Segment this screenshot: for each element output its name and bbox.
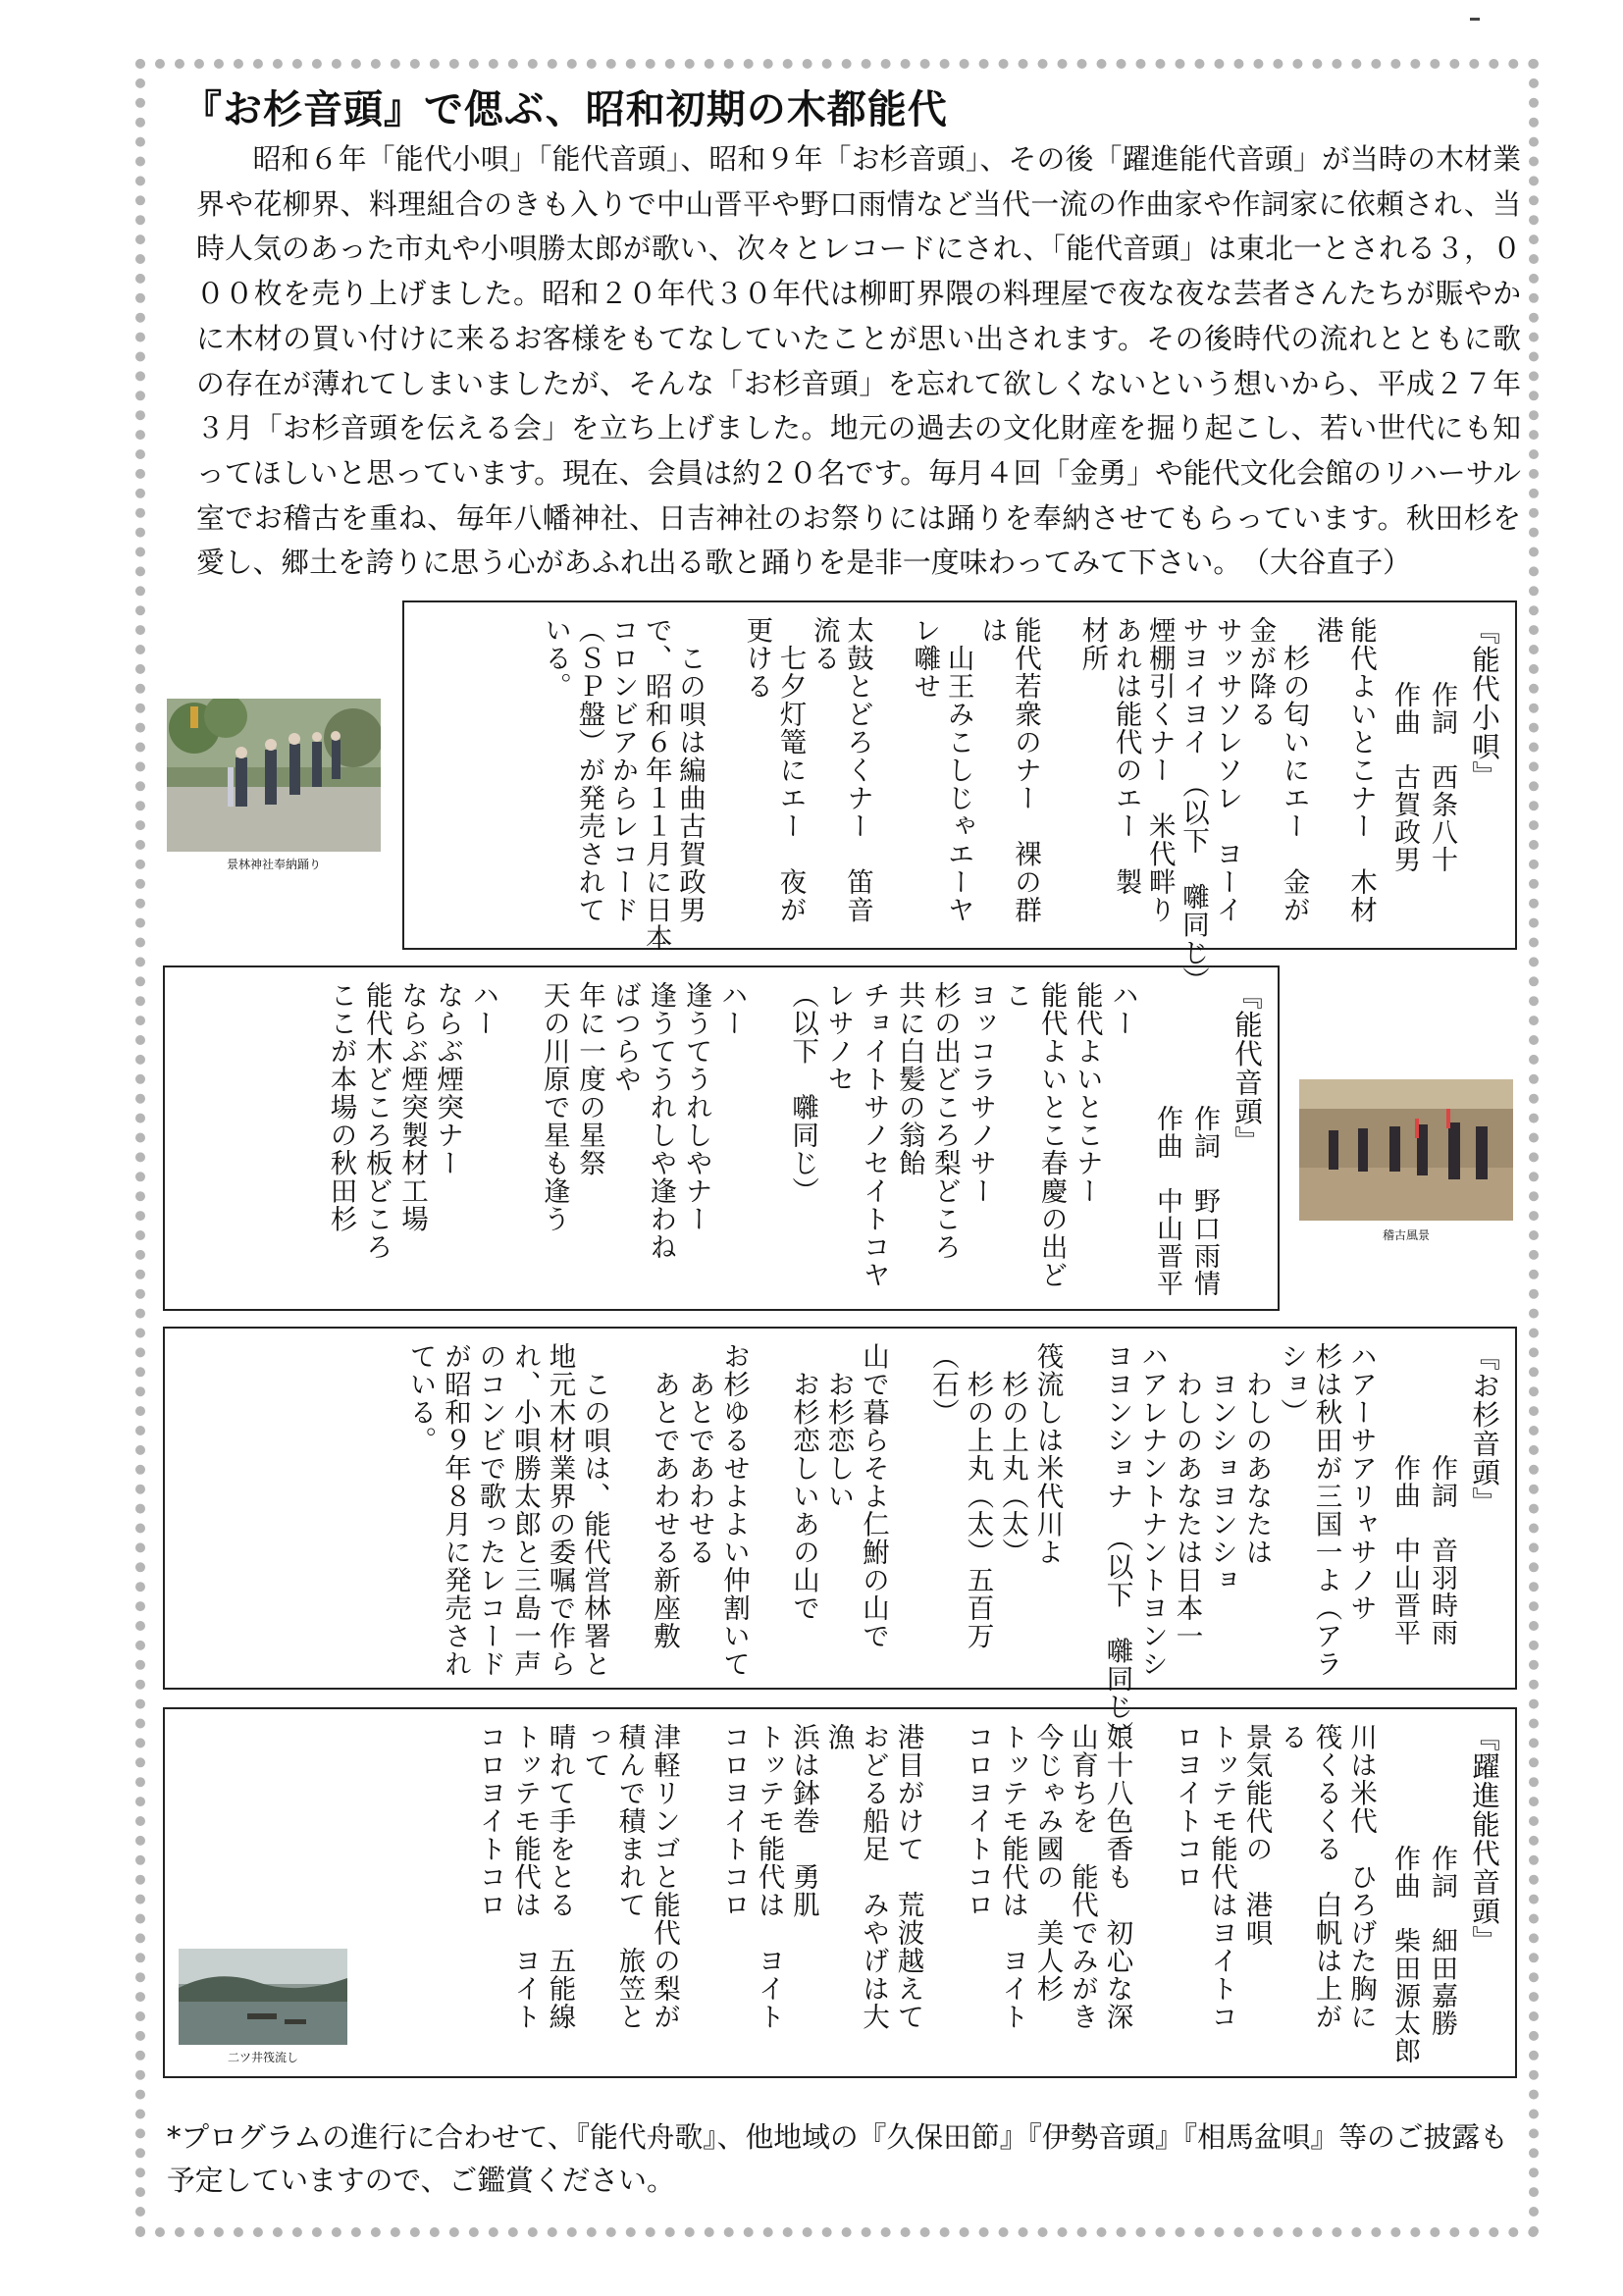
photo-shrine-dance xyxy=(167,699,381,852)
photo-caption: 二ツ井筏流し xyxy=(227,2051,298,2064)
song-lyrics: 川は米代 ひろげた胸に 筏くるくる 白帆は上が る 景気能代の 港唄 トッテモ能代はヨイトコ ロヨイトコロ 娘十八色香も 初心な深 山育ちを 能代でみがき 今じゃみ國の 美人杉 トッテモ能代は ヨイト コロヨイトコロ 港目がけて 荒波越えて おどる船足 みやげは大 漁 浜は鉢巻 勇肌 トッテモ能代は ヨイト コロヨイトコロ 津軽リンゴと能代の梨が 積んで積まれて 旅笠と って 晴れて手をとる 五能線 トッテモ能代は ヨイト コロヨイトコロ xyxy=(474,1723,1377,2031)
song-title: 『お杉音頭』 xyxy=(1468,1342,1500,1516)
photo-raft-floating xyxy=(179,1949,347,2045)
lyric-box-noshiro-kouta xyxy=(402,600,1517,995)
song-lyrics: 能代よいとこナー 木材 港 杉の匂いにエー 金が 金が降る サッサソレソレ ヨーイ サヨイヨイ （以下 囃同じ） 煙棚引くナー 米代畔り あれは能代のエー 製 材所 能代若衆のナー 裸の群 は 山王みこしじゃエーヤ レ囃せ 太鼓とどろくナー 笛音 流る 七夕灯篭にエー 夜が 更ける この唄は編曲古賀政男 で、昭和６年１１月に日本 コロンビアからレコード （ＳＰ盤）が発売されて いる。 xyxy=(540,616,1377,995)
song-credits: 作詞 音羽時雨 作曲 中山晋平 xyxy=(1389,1454,1457,1646)
scan-mark xyxy=(1470,18,1480,21)
song-credits: 作詞 野口雨情 作曲 中山晋平 xyxy=(1152,1105,1220,1297)
song-title: 『能代小唄』 xyxy=(1468,616,1500,790)
intro-paragraph: 昭和６年「能代小唄」「能代音頭」、昭和９年「お杉音頭」、その後「躍進能代音頭」が当時の木材業界や花柳界、料理組合のきも入りで中山晋平や野口雨情など当代一流の作曲家や作詞家に依頼され、当時人気のあった市丸や小唄勝太郎が歌い、次々とレコードにされ、「能代音頭」は東北一とされる３，０００枚を売り上げました。昭和２０年代３０年代は柳町界隈の料理屋で夜な夜な芸者さんたちが賑やかに木材の買い付けに来るお客様をもてなしていたことが思い出されます。その後時代の流れとともに歌の存在が薄れてしまいましたが、そんな「お杉音頭」を忘れて欲しくないという想いから、平成２７年３月「お杉音頭を伝える会」を立ち上げました。地元の過去の文化財産を掘り起こし、若い世代にも知ってほしいと思っています。現在、会員は約２０名です。毎月４回「金勇」や能代文化会館のリハーサル室でお稽古を重ね、毎年八幡神社、日吉神社のお祭りには踊りを奉納させてもらっています。秋田杉を愛し、郷土を誇りに思う心があふれ出る歌と踊りを是非一度味わってみて下さい。 （大谷直子） xyxy=(196,142,1521,580)
photo-rehearsal xyxy=(1299,1079,1513,1221)
song-credits: 作詞 西条八十 作曲 古賀政男 xyxy=(1389,681,1457,873)
song-title: 『躍進能代音頭』 xyxy=(1468,1723,1500,1955)
lyric-box-osugi-ondo xyxy=(163,1327,1517,1748)
photo-caption: 景林神社奉納踊り xyxy=(226,858,321,871)
song-lyrics: ハー 能代よいとこナー 能代よいとこ春慶の出ど こ ヨッコラサノサー 杉の出どころ梨どころ 共に白髪の翁飴 チョイトサノセイトコヤ レサノセ （以下 囃同じ） ハー 逢うてうれしやナー 逢うてうれしや逢わね ばつらや 年に一度の星祭 天の川原で星も逢う ハー ならぶ煙突ナー ならぶ煙突製材工場 能代木どころ板どころ ここが本場の秋田杉 xyxy=(325,981,1138,1289)
lyric-box-noshiro-ondo xyxy=(163,965,1280,1311)
footnote: *プログラムの進行に合わせて、『能代舟歌』、他地域の『久保田節』『伊勢音頭』『相馬盆唄』等のご披露も予定していますので、ご鑑賞ください。 xyxy=(167,2120,1508,2197)
page-title: 『お杉音頭』で偲ぶ、昭和初期の木都能代 xyxy=(183,86,948,132)
photo-caption: 稽古風景 xyxy=(1382,1228,1430,1242)
song-title: 『能代音頭』 xyxy=(1230,981,1263,1155)
song-lyrics: ハアーサアリャサノサ 杉は秋田が三国一よ（アラ ショ） わしのあなたは ヨンショヨンショ わしのあなたは日本一 ハアレナントナントヨンシ ヨヨンショナ （以下 囃同じ） 筏流しは米代川よ 杉の上丸（太） 杉の上丸（太）五百万 （石） 山で暮らそよ仁鮒の山で お杉恋しい お杉恋しいあの山で お杉ゆるせよよい仲割いて あとであわせる あとであわせる新座敷 この唄は、能代営林署と 地元木材業界の委嘱で作ら れ、小唄勝太郎と三島一声 のコンビで歌ったレコード が昭和９年８月に発売され ている。 xyxy=(404,1342,1377,1748)
song-credits: 作詞 細田嘉勝 作曲 柴田源太郎 xyxy=(1389,1845,1457,2064)
lyric-box-yakushin-noshiro-ondo xyxy=(163,1707,1517,2078)
